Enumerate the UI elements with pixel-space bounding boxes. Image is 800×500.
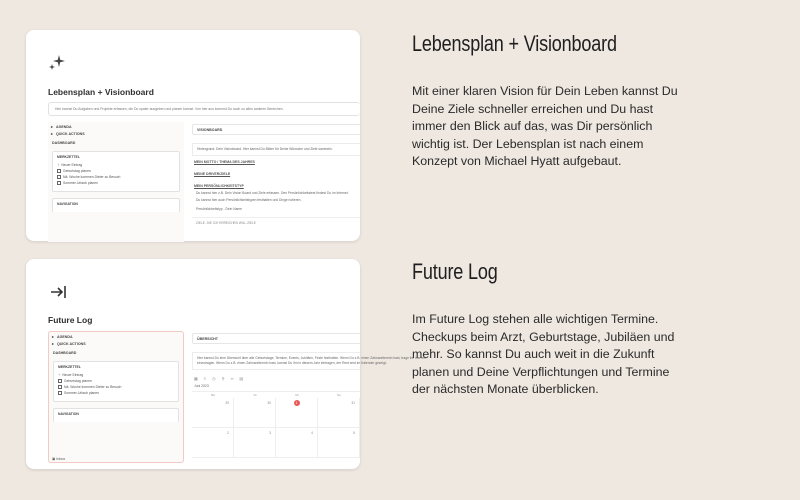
navigation-header: NAVIGATION (53, 408, 179, 422)
dashboard-label: DASHBOARD (52, 141, 76, 145)
calendar-view-icon[interactable]: ▦ (194, 376, 198, 381)
grid-icon[interactable]: ▤ (239, 376, 244, 381)
goals-table-header: ZIELE, DIE ICH ERREICHEN WILL ZIELE (192, 217, 360, 225)
merkzettel-box (52, 151, 180, 192)
visionboard-callout: Hintergrund: Dein Visionboard. Hier kannst Du Bilder für Deine Wünsche und Ziele sammeln. (192, 143, 360, 156)
calendar-day[interactable]: 30 (234, 398, 276, 428)
toggle-quick-actions[interactable]: ▸ QUICK ACTIONS (49, 339, 183, 346)
filter-icon[interactable]: ⚲ (221, 376, 225, 381)
merkzettel-title: MERKZETTEL (57, 155, 80, 159)
checkbox[interactable] (57, 181, 61, 185)
page-description-callout: Hier kannst Du Aufgaben und Projekte erfassen, die Du spater ausgeben und planen kannst. Von hier aus kommst Du auch zu allen anderen Bereichen. (48, 102, 360, 116)
motto-link[interactable]: MEIN MOTTO / THEMA DES JAHRES (194, 160, 255, 164)
task-item[interactable]: Nä. Woche kommen Dieter zu Besuch (57, 175, 175, 179)
weekday-label: Di (253, 393, 257, 397)
today-marker: 1 (294, 400, 300, 406)
visionboard-section: VISIONBOARD (192, 124, 360, 135)
calendar-day[interactable]: 31 (318, 398, 360, 428)
personality-text: Du kannst hier auch Persönlichkeitstypen festhalten und Dinge notieren. (196, 198, 302, 202)
new-entry-button[interactable]: ＋ Neuer Eintrag (58, 373, 84, 377)
personality-link[interactable]: MEIN PERSÖNLICHKEITSTYP (194, 184, 244, 188)
sidebar-item-inbox[interactable]: ▣ Inbox (52, 457, 66, 461)
list-view-icon[interactable]: ≡ (203, 376, 207, 381)
overview-section: ÜBERSICHT (192, 333, 360, 344)
sparkles-icon (48, 54, 66, 77)
sidebar (48, 331, 184, 463)
calendar-day[interactable]: 29 (192, 398, 234, 428)
calendar-day[interactable]: 4 (276, 428, 318, 458)
weekday-label: Mi (295, 393, 299, 397)
driver-link[interactable]: MEINE DRIVER/ZIELE (194, 172, 231, 176)
toggle-agenda[interactable]: ▸ AGENDA (49, 332, 183, 339)
navigation-header: NAVIGATION (52, 198, 180, 212)
link-icon[interactable]: ∞ (230, 376, 234, 381)
section-heading-future-log: Future Log (412, 259, 498, 284)
task-item[interactable]: Sommer-Urlaub planen (57, 181, 175, 185)
page-title: Future Log (48, 315, 93, 325)
page-title: Lebensplan + Visionboard (48, 87, 154, 97)
lebensplan-preview-card (26, 30, 360, 241)
checkbox[interactable] (57, 169, 61, 173)
section-heading-lebensplan: Lebensplan + Visionboard (412, 31, 617, 56)
toggle-agenda[interactable]: ▸ AGENDA (48, 122, 184, 129)
calendar-day[interactable]: 3 (234, 428, 276, 458)
view-toolbar[interactable] (192, 376, 360, 381)
main-area (192, 124, 360, 225)
weekday-label: Mo (210, 393, 216, 397)
future-log-preview-card (26, 259, 427, 469)
section-text-future-log: Im Future Log stehen alle wichtigen Termine. Checkups beim Arzt, Geburtstage, Jubiläen und mehr. So kannst Du auch weit in die Zukunft planen und Deine Verpflichtungen und Termine der nächsten Monate überblicken. (412, 312, 675, 397)
arrow-right-to-line-icon (50, 285, 68, 304)
calendar-day[interactable]: 2 (192, 428, 234, 458)
checkbox[interactable] (58, 385, 62, 389)
task-item[interactable]: Geburtstag planen (58, 379, 174, 383)
personality-note: Persönlichkeitstyp - Dein Name (196, 207, 242, 211)
merkzettel-title: MERKZETTEL (58, 365, 81, 369)
merkzettel-box (53, 361, 179, 402)
new-entry-button[interactable]: ＋ Neuer Eintrag (57, 163, 83, 167)
checkbox[interactable] (58, 379, 62, 383)
calendar-day[interactable]: 5 (318, 428, 360, 458)
calendar-month: Juni 2023 (194, 384, 209, 388)
weekday-label: Do (337, 393, 341, 397)
checkbox[interactable] (57, 175, 61, 179)
main-area (192, 333, 427, 458)
checkbox[interactable] (58, 391, 62, 395)
task-item[interactable]: Geburtstag planen (57, 169, 175, 173)
toggle-quick-actions[interactable]: ▸ QUICK ACTIONS (48, 129, 184, 136)
clock-icon[interactable]: ◷ (212, 376, 216, 381)
calendar-day-today[interactable] (276, 398, 318, 428)
sidebar (48, 122, 184, 242)
task-item[interactable]: Sommer-Urlaub planen (58, 391, 174, 395)
overview-callout: Hier kannst Du eine Übersicht über alle Geburtstage, Termine, Events, Jubiläen, Feste festhalten. Wenn Du z.B. einen Zahnarzttermin hast, trage ihn hier ein. einzutragen. Wenn Du z.B. einen Zahnarzttermin hast, kannst Du ihn in diesem Jahr eintragen, der Rest wird im Kalender gezeigt. (192, 352, 360, 370)
section-text-lebensplan: Mit einer klaren Vision für Dein Leben kannst Du Deine Ziele schneller erreichen und Du hast immer den Blick auf das, was Dir persönlich wichtig ist. Der Lebensplan ist nach einem Konzept von Michael Hyatt aufgebaut. (412, 84, 678, 169)
task-item[interactable]: Nä. Woche kommen Dieter zu Besuch (58, 385, 174, 389)
dashboard-label: DASHBOARD (53, 351, 77, 355)
calendar-grid (192, 391, 360, 458)
personality-text: Du kannst hier z.B. Dein Vision Board und Ziele erfassen. Den Persönlichkeitstest findest Du im Internet. (196, 191, 349, 195)
